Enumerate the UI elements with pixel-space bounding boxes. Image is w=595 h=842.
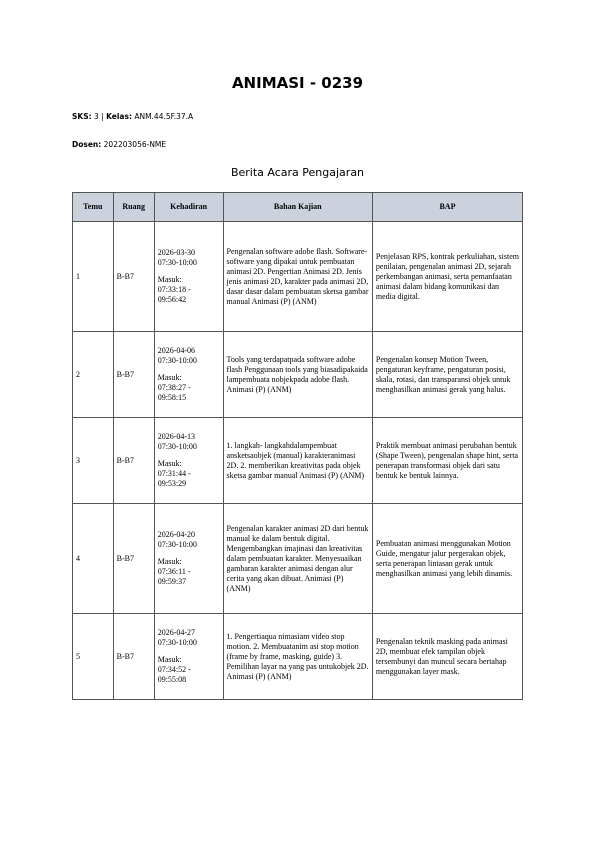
check-out-time: 09:59:37 bbox=[157, 577, 187, 586]
date: 2026-04-27 bbox=[157, 628, 196, 637]
cell-bahan-kajian: Pengenalan software adobe flash. Software-software yang dipakai untuk pembuatan animasi 2D. Pengertian Animasi 2D. Jenis jenis animasi 2D, karakter pada animasi 2D, dasar dasar dalam pembuatan sketsa gambar manual Animasi (P) (ANM) bbox=[223, 222, 372, 332]
check-in-time: 07:31:44 - bbox=[157, 469, 191, 478]
cell-bahan-kajian: 1. langkah- langkahdalampembuat ansketsaobjek (manual) karakteranimasi 2D. 2. memberikan kreativitas pada objek sketsa gambar manual Animasi (P) (ANM) bbox=[223, 418, 372, 504]
table-header-row bbox=[73, 193, 523, 222]
sks-label: SKS: bbox=[72, 112, 92, 121]
time-range: 07:30-10:00 bbox=[157, 540, 197, 549]
check-out-time: 09:58:15 bbox=[157, 393, 187, 402]
time-range: 07:30-10:00 bbox=[157, 638, 197, 647]
check-in-time: 07:36:11 - bbox=[157, 567, 191, 576]
cell-bap: Pengenalan teknik masking pada animasi 2D, membuat efek tampilan objek tersembunyi dan muncul secara bertahap menggunakan layer mask. bbox=[372, 614, 522, 700]
header-temu: Temu bbox=[73, 193, 114, 222]
kelas-value: ANM.44.5F.37.A bbox=[131, 112, 194, 121]
kelas-label: Kelas: bbox=[106, 112, 132, 121]
check-in-time: 07:33:18 - bbox=[157, 285, 191, 294]
table-row bbox=[73, 418, 523, 504]
date: 2026-04-20 bbox=[157, 530, 196, 539]
cell-bap: Pengenalan konsep Motion Tween, pengaturan keyframe, pengaturan posisi, skala, rotasi, dan transparansi objek untuk menghasilkan animasi gerak yang halus. bbox=[372, 332, 522, 418]
cell-kehadiran bbox=[154, 418, 223, 504]
check-in-time: 07:34:52 - bbox=[157, 665, 191, 674]
cell-bahan-kajian: Tools yang terdapatpada software adobe flash Penggunaan tools yang biasadipakaida lampembuata nobjekpada adobe flash. Animasi (P) (ANM) bbox=[223, 332, 372, 418]
table-row bbox=[73, 332, 523, 418]
dosen-value: 202203056-NME bbox=[101, 140, 167, 149]
masuk-label: Masuk: bbox=[157, 655, 182, 664]
check-out-time: 09:53:29 bbox=[157, 479, 187, 488]
cell-bahan-kajian: 1. Pengertiaqua nimasiam video stop motion. 2. Membuatanim asi stop motion (frame by frame, masking, guide) 3. Pemilihan layar na yang pas untukobjek 2D. Animasi (P) (ANM) bbox=[223, 614, 372, 700]
cell-bap: Penjelasan RPS, kontrak perkuliahan, sistem penilaian, pengenalan animasi 2D, sejarah perkembangan animasi, serta pemanfaatan animasi dalam bidang komunikasi dan media digital. bbox=[372, 222, 522, 332]
header-bap: BAP bbox=[372, 193, 522, 222]
masuk-label: Masuk: bbox=[157, 459, 182, 468]
cell-ruang: B-B7 bbox=[113, 504, 154, 614]
sks-value: 3 | bbox=[91, 112, 107, 121]
check-in-time: 07:38:27 - bbox=[157, 383, 191, 392]
masuk-label: Masuk: bbox=[157, 373, 182, 382]
masuk-label: Masuk: bbox=[157, 557, 182, 566]
date: 2026-04-13 bbox=[157, 432, 196, 441]
date: 2026-04-06 bbox=[157, 346, 196, 355]
cell-temu: 3 bbox=[73, 418, 114, 504]
teaching-report-table bbox=[72, 192, 523, 700]
cell-temu: 4 bbox=[73, 504, 114, 614]
cell-temu: 2 bbox=[73, 332, 114, 418]
cell-kehadiran bbox=[154, 332, 223, 418]
check-out-time: 09:55:08 bbox=[157, 675, 187, 684]
page-title: ANIMASI - 0239 bbox=[231, 74, 364, 92]
cell-ruang: B-B7 bbox=[113, 332, 154, 418]
cell-bap: Pembuatan animasi menggunakan Motion Guide, mengatur jalur pergerakan objek, serta penerapan lintasan gerak untuk menghasilkan animasi yang lebih dinamis. bbox=[372, 504, 522, 614]
time-range: 07:30-10:00 bbox=[157, 356, 197, 365]
cell-kehadiran bbox=[154, 614, 223, 700]
cell-ruang: B-B7 bbox=[113, 222, 154, 332]
date: 2026-03-30 bbox=[157, 248, 196, 257]
cell-temu: 5 bbox=[73, 614, 114, 700]
table-row bbox=[73, 614, 523, 700]
lecturer-info bbox=[72, 140, 166, 149]
masuk-label: Masuk: bbox=[157, 275, 182, 284]
course-info bbox=[72, 112, 193, 121]
cell-bahan-kajian: Pengenalan karakter animasi 2D dari bentuk manual ke dalam bentuk digital. Mengembangkan imajinasi dan kreativitas dalam pembuatan karakter. Menyesuaikan gambaran karakter animasi dengan alur cerita yang akan dibuat. Animasi (P) (ANM) bbox=[223, 504, 372, 614]
cell-kehadiran bbox=[154, 222, 223, 332]
cell-bap: Praktik membuat animasi perubahan bentuk (Shape Tween), pengenalan shape hint, serta penerapan transformasi objek dari satu bentuk ke bentuk lainnya. bbox=[372, 418, 522, 504]
cell-temu: 1 bbox=[73, 222, 114, 332]
cell-ruang: B-B7 bbox=[113, 614, 154, 700]
header-kehadiran: Kehadiran bbox=[154, 193, 223, 222]
section-title: Berita Acara Pengajaran bbox=[230, 166, 365, 179]
time-range: 07:30-10:00 bbox=[157, 442, 197, 451]
dosen-label: Dosen: bbox=[72, 140, 102, 149]
check-out-time: 09:56:42 bbox=[157, 295, 187, 304]
cell-ruang: B-B7 bbox=[113, 418, 154, 504]
time-range: 07:30-10:00 bbox=[157, 258, 197, 267]
table-row bbox=[73, 504, 523, 614]
header-ruang: Ruang bbox=[113, 193, 154, 222]
header-bahan-kajian: Bahan Kajian bbox=[223, 193, 372, 222]
table-row bbox=[73, 222, 523, 332]
cell-kehadiran bbox=[154, 504, 223, 614]
